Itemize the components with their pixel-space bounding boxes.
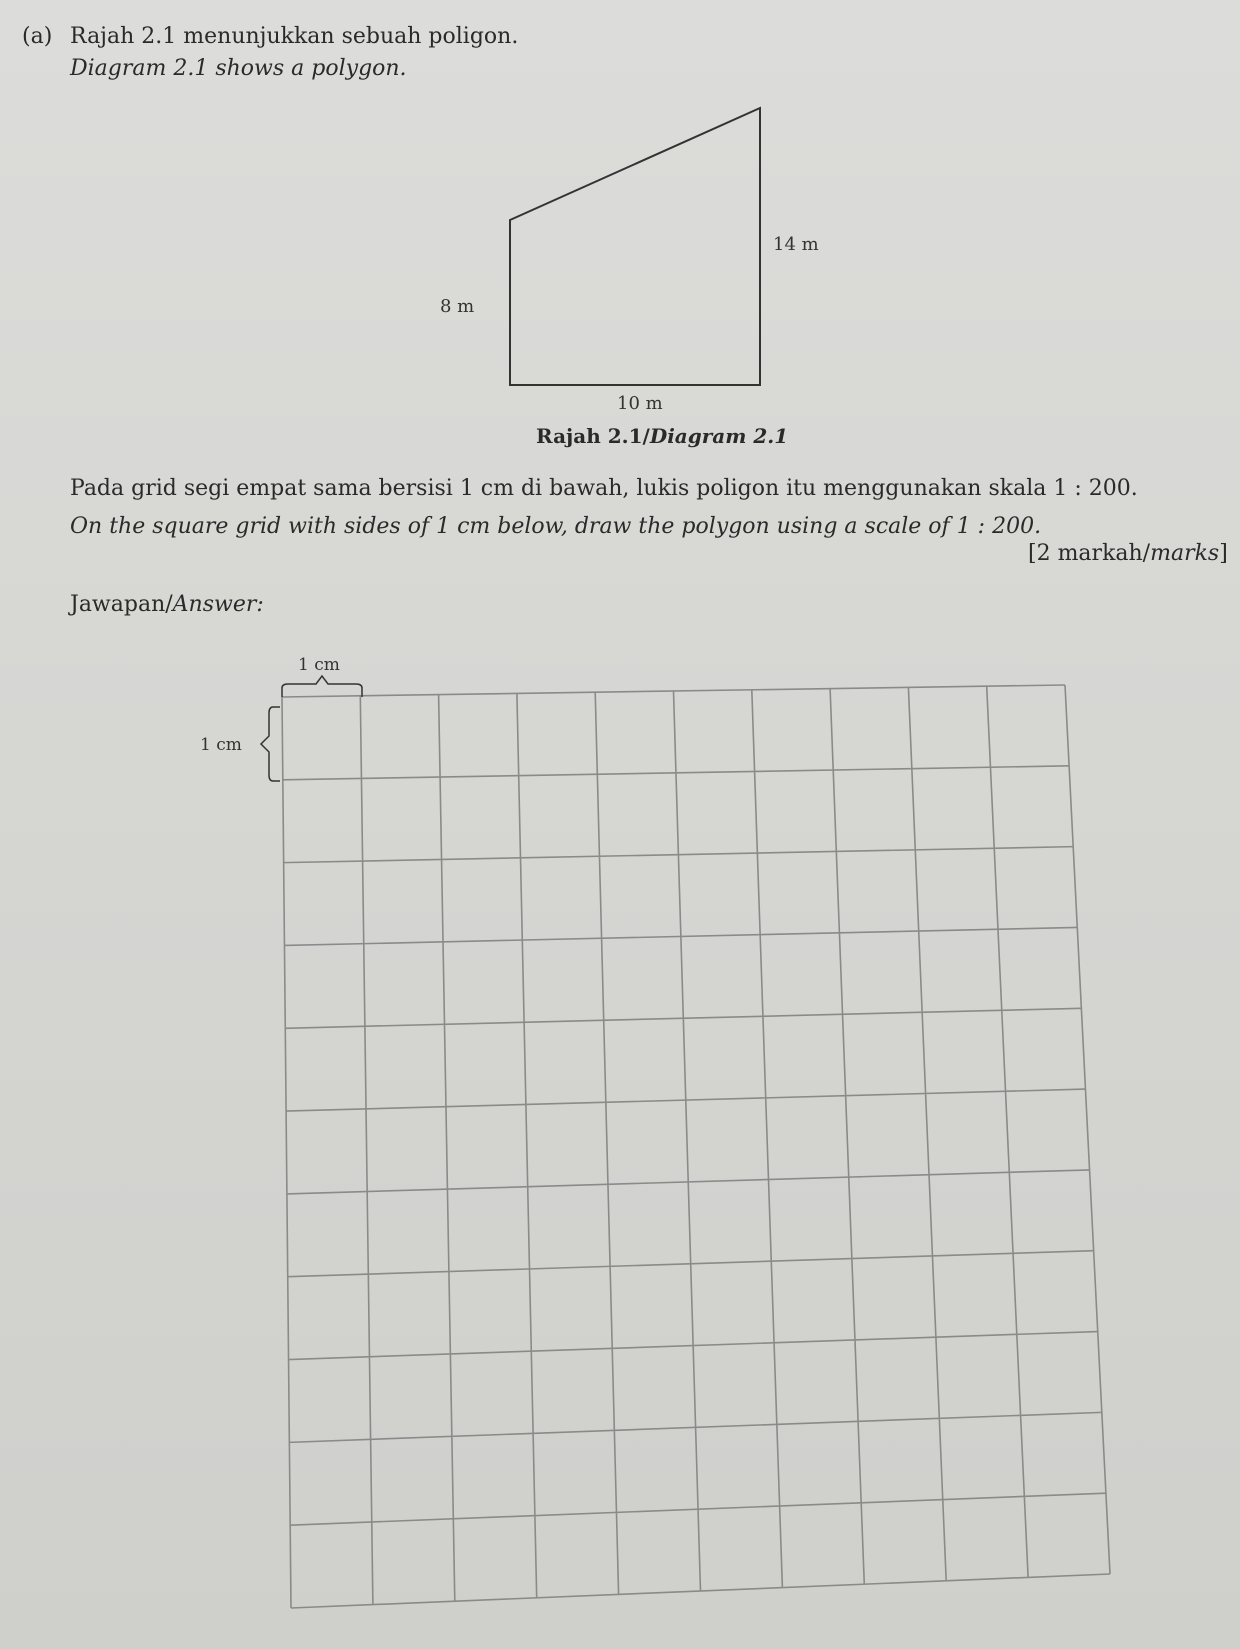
grid-line-vertical (674, 691, 701, 1591)
grid-line-horizontal (284, 927, 1077, 945)
grid-line-horizontal (291, 1574, 1110, 1608)
left-unit-label: 1 cm (200, 735, 242, 755)
grid-line-horizontal (283, 766, 1069, 780)
question-text-malay: Rajah 2.1 menunjukkan sebuah poligon. (70, 24, 519, 49)
diagram-caption (536, 424, 788, 448)
grid-line-vertical (987, 686, 1028, 1577)
label-side-left: 8 m (440, 296, 475, 317)
marks-malay: [2 markah/ (1028, 541, 1151, 566)
grid-line-horizontal (290, 1493, 1106, 1525)
answer-label (70, 592, 264, 617)
polygon-diagram (440, 100, 830, 414)
question-part-label: (a) (22, 24, 53, 49)
question-text-english: Diagram 2.1 shows a polygon. (70, 56, 407, 81)
grid-line-horizontal (288, 1251, 1094, 1277)
left-unit-brace (261, 707, 280, 781)
grid-line-horizontal (289, 1332, 1098, 1360)
grid-line-horizontal (287, 1170, 1090, 1194)
grid-line-horizontal (285, 1008, 1081, 1028)
answer-label-english: Answer: (172, 592, 264, 617)
grid-line-vertical (1065, 685, 1110, 1574)
grid-line-vertical (830, 689, 864, 1585)
grid-line-vertical (439, 695, 455, 1602)
marks-label (1028, 541, 1228, 566)
grid-line-vertical (595, 692, 618, 1594)
label-side-right: 14 m (773, 234, 819, 255)
answer-label-malay: Jawapan/ (70, 592, 173, 617)
grid-line-horizontal (284, 847, 1074, 863)
grid-line-vertical (360, 696, 373, 1605)
grid-line-horizontal (286, 1089, 1085, 1111)
label-side-bottom: 10 m (617, 393, 663, 414)
grid-line-horizontal (289, 1412, 1101, 1442)
marks-english: marks (1150, 541, 1220, 566)
top-unit-label: 1 cm (298, 655, 340, 675)
grid-line-vertical (282, 697, 291, 1608)
caption-english: Diagram 2.1 (649, 424, 789, 448)
instruction-malay: Pada grid segi empat sama bersisi 1 cm di bawah, lukis poligon itu menggunakan skala 1 : 200. (70, 476, 1138, 501)
grid-line-horizontal (282, 685, 1065, 697)
instruction-english: On the square grid with sides of 1 cm below, draw the polygon using a scale of 1 : 200. (70, 514, 1042, 539)
grid-line-vertical (752, 690, 783, 1588)
polygon-shape (510, 108, 760, 385)
grid-line-vertical (517, 693, 537, 1597)
caption-malay: Rajah 2.1/ (536, 424, 650, 448)
top-unit-brace (282, 676, 362, 697)
grid-line-vertical (908, 687, 946, 1580)
marks-close-bracket: ] (1219, 541, 1228, 566)
